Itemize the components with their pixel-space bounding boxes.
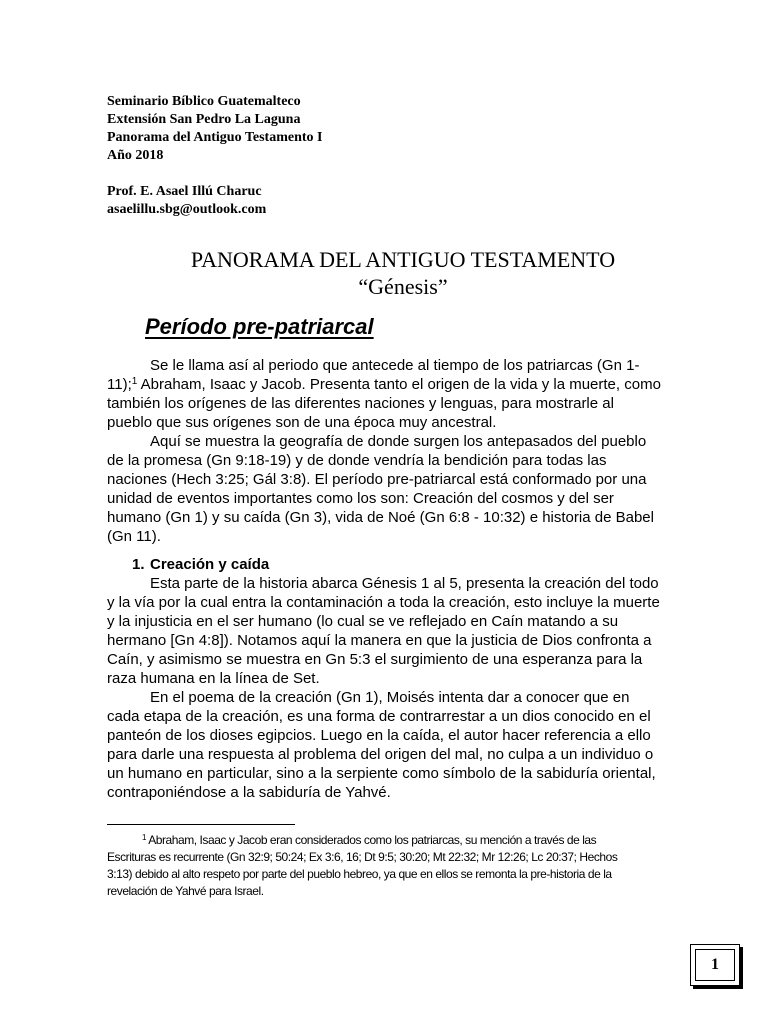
footnote-separator xyxy=(107,824,295,825)
footnote-text: Abraham, Isaac y Jacob eran considerados como los patriarcas, su mención a través de las Escrituras es recurrente (Gn 32:9; 50:24; Ex 3:6, 16; Dt 9:5; 30:20; Mt 22:32; Mr 12:26; Lc 20:37; Hechos 3:13) debido al alto respeto por parte del pueblo hebreo, ya que en ellos se remonta la pre-historia de la revelación de Yahvé para Israel. xyxy=(107,833,618,898)
intro-paragraph-1 xyxy=(107,356,662,432)
professor-name: Prof. E. Asael Illú Charuc xyxy=(107,184,262,199)
extension-name: Extensión San Pedro La Laguna xyxy=(107,112,301,127)
course-year: Año 2018 xyxy=(107,148,164,163)
document-title xyxy=(0,246,768,300)
document-title-sub: “Génesis” xyxy=(358,274,448,299)
intro-paragraph-1-start: Se le llama así al periodo que antecede al tiempo de los patriarcas (Gn 1-11); xyxy=(107,357,640,393)
footnote-reference: 1 xyxy=(131,376,138,387)
document-title-main: PANORAMA DEL ANTIGUO TESTAMENTO xyxy=(190,247,616,272)
intro-paragraph-2: Aquí se muestra la geografía de donde surgen los antepasados del pueblo de la promesa (Gn 9:18-19) y de donde vendría la bendición para todas las naciones (Hech 3:25; Gál 3:8). El período pre-patriarcal está conformado por una unidad de eventos importantes como los son: Creación del cosmos y del ser humano (Gn 1) y su caída (Gn 3), vida de Noé (Gn 6:8 - 10:32) e historia de Babel (Gn 11). xyxy=(107,433,654,545)
creation-paragraph-2: En el poema de la creación (Gn 1), Moisés intenta dar a conocer que en cada etapa de la creación, es una forma de contrarrestar a un dios conocido en el panteón de los dioses egipcios. Luego en la caída, el autor hacer referencia a ello para darle una respuesta al problema del origen del mal, no culpa a un individuo o un humano en particular, sino a la serpiente como símbolo de la sabiduría oriental, contraponiéndose a la sabiduría de Yahvé. xyxy=(107,689,656,801)
creation-text xyxy=(107,574,662,802)
page-number-box xyxy=(690,944,740,986)
document-header xyxy=(107,93,322,219)
subsection-heading xyxy=(132,555,269,574)
institution-name: Seminario Bíblico Guatemalteco xyxy=(107,94,301,109)
footnote-paragraph xyxy=(107,832,637,900)
professor-email: asaelillu.sbg@outlook.com xyxy=(107,202,267,217)
footnote xyxy=(107,832,637,900)
subsection-number: 1. xyxy=(132,556,145,573)
subsection-title: Creación y caída xyxy=(150,556,270,573)
creation-paragraph-1: Esta parte de la historia abarca Génesis 1 al 5, presenta la creación del todo y la vía por la cual entra la contaminación a toda la creación, esto incluye la muerte y la injusticia en el ser humano (lo cual se ve reflejado en Caín matando a su hermano [Gn 4:8]). Notamos aquí la manera en que la justicia de Dios confronta a Caín, y asimismo se muestra en Gn 5:3 el surgimiento de una esperanza para la raza humana en la línea de Set. xyxy=(107,575,660,687)
intro-paragraph-1-end: Abraham, Isaac y Jacob. Presenta tanto el origen de la vida y la muerte, como también los orígenes de las diferentes naciones y lenguas, para mostrarle al pueblo que sus orígenes son de una época muy ancestral. xyxy=(107,376,661,431)
course-name: Panorama del Antiguo Testamento I xyxy=(107,130,323,145)
section-heading: Período pre-patriarcal xyxy=(145,314,374,339)
intro-text xyxy=(107,356,662,546)
header-spacer xyxy=(107,165,322,183)
page-number: 1 xyxy=(695,949,735,981)
footnote-marker: 1 xyxy=(142,833,146,842)
